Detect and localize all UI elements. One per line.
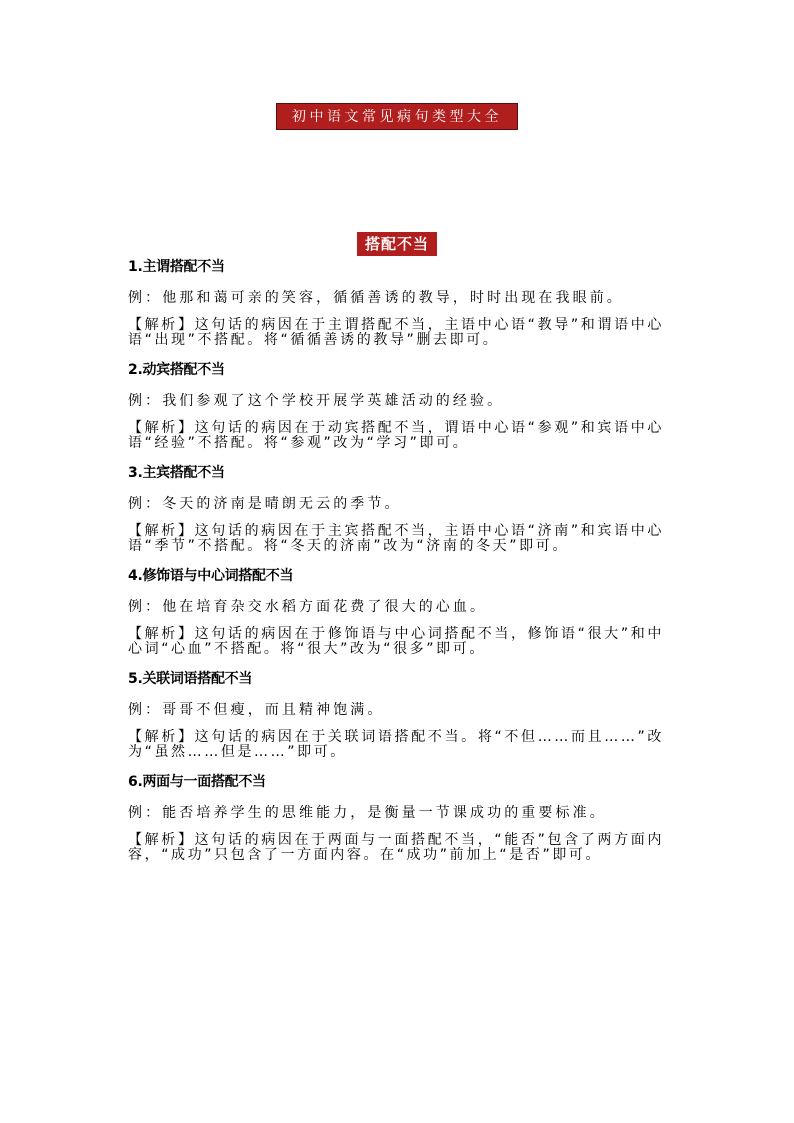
- analysis-paragraph: 【解析】这句话的病因在于两面与一面搭配不当，“能否”包含了两方面内容，“成功”只包含了一方面内容。在“成功”前加上“是否”即可。: [128, 832, 664, 863]
- rule-item-6: [128, 771, 664, 863]
- document-title: 初中语文常见病句类型大全: [276, 103, 518, 130]
- rule-item-4: [128, 565, 664, 657]
- example-sentence: 例：我们参观了这个学校开展学英雄活动的经验。: [128, 393, 505, 409]
- section-heading: 搭配不当: [357, 232, 437, 256]
- analysis-paragraph: 【解析】这句话的病因在于主宾搭配不当，主语中心语“济南”和宾语中心语“季节”不搭配。将“冬天的济南”改为“济南的冬天”即可。: [128, 523, 664, 554]
- analysis-paragraph: 【解析】这句话的病因在于修饰语与中心词搭配不当，修饰语“很大”和中心词“心血”不搭配。将“很大”改为“很多”即可。: [128, 626, 664, 657]
- rule-heading: 4.修饰语与中心词搭配不当: [128, 568, 294, 584]
- document-body: [128, 256, 664, 874]
- rule-item-1: [128, 256, 664, 348]
- example-sentence: 例：他那和蔼可亲的笑容，循循善诱的教导，时时出现在我眼前。: [128, 290, 624, 306]
- rule-heading: 3.主宾搭配不当: [128, 465, 225, 481]
- analysis-paragraph: 【解析】这句话的病因在于动宾搭配不当，谓语中心语“参观”和宾语中心语“经验”不搭配。将“参观”改为“学习”即可。: [128, 420, 664, 451]
- example-sentence: 例：他在培育杂交水稻方面花费了很大的心血。: [128, 599, 488, 615]
- rule-item-2: [128, 359, 664, 451]
- rule-item-5: [128, 668, 664, 760]
- rule-heading: 5.关联词语搭配不当: [128, 671, 253, 687]
- rule-heading: 6.两面与一面搭配不当: [128, 774, 266, 790]
- rule-heading: 2.动宾搭配不当: [128, 362, 225, 378]
- example-sentence: 例：能否培养学生的思维能力，是衡量一节课成功的重要标准。: [128, 805, 607, 821]
- rule-heading: 1.主谓搭配不当: [128, 259, 225, 275]
- example-sentence: 例：冬天的济南是晴朗无云的季节。: [128, 496, 402, 512]
- rule-item-3: [128, 462, 664, 554]
- example-sentence: 例：哥哥不但瘦，而且精神饱满。: [128, 702, 385, 718]
- analysis-paragraph: 【解析】这句话的病因在于关联词语搭配不当。将“不但……而且……”改为“虽然……但是……”即可。: [128, 729, 664, 760]
- analysis-paragraph: 【解析】这句话的病因在于主谓搭配不当，主语中心语“教导”和谓语中心语“出现”不搭配。将“循循善诱的教导”删去即可。: [128, 317, 664, 348]
